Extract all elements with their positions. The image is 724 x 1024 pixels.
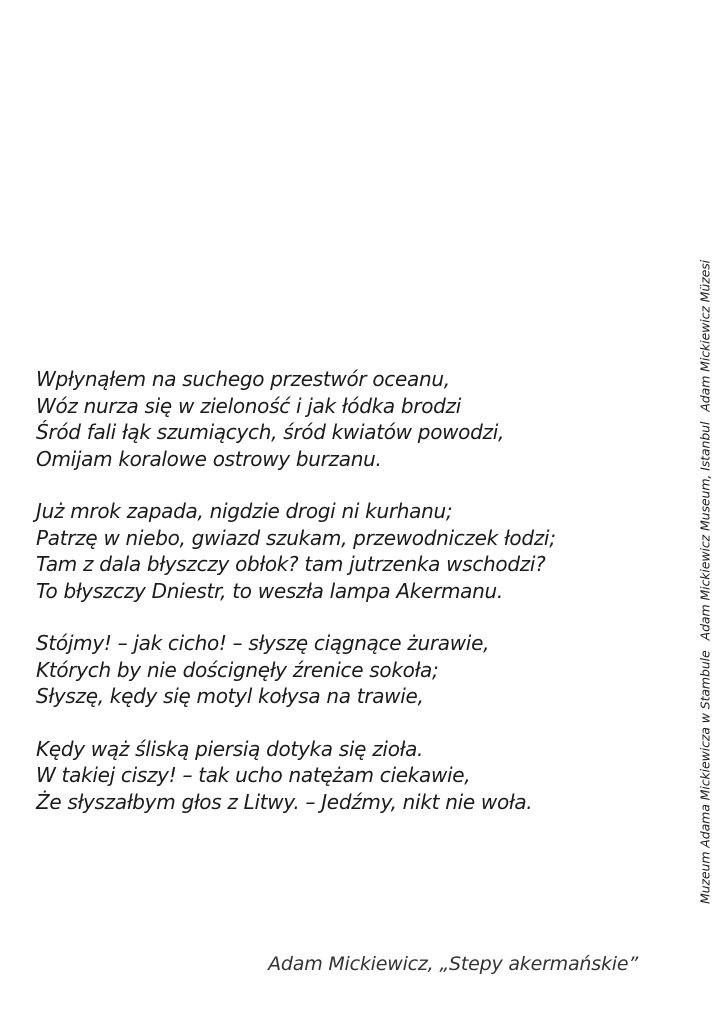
poem-line: Tam z dala błyszczy obłok? tam jutrzenka wschodzi? (36, 552, 546, 576)
poem-attribution: Adam Mickiewicz, „Stepy akermańskie” (268, 953, 638, 975)
poem-line: Słyszę, kędy się motyl kołysa na trawie, (36, 684, 424, 708)
poem-line: Stójmy! – jak cicho! – słyszę ciągnące żurawie, (36, 631, 490, 655)
stanza-2 (36, 498, 656, 604)
museum-caption (698, 260, 713, 904)
poem-line: Już mrok zapada, nigdzie drogi ni kurhanu; (36, 499, 453, 523)
stanza-3 (36, 630, 656, 710)
poem-line: Omijam koralowe ostrowy burzanu. (36, 446, 382, 471)
poem-line: Patrzę w niebo, gwiazd szukam, przewodniczek łodzi; (36, 525, 556, 550)
poem (36, 366, 656, 841)
poem-line: Których by nie doścignęły źrenice sokoła; (36, 657, 439, 682)
poem-line: Że słyszałbym głos z Litwy. – Jedźmy, nikt nie woła. (36, 789, 533, 814)
stanza-1 (36, 366, 656, 472)
poem-line: Wpłynąłem na suchego przestwór oceanu, (36, 367, 450, 391)
museum-name-polish: Muzeum Adama Mickiewicza w Stambule (697, 650, 713, 905)
stanza-4 (36, 736, 656, 816)
museum-name-turkish: Adam Mickiewicz Müzesi (697, 259, 713, 412)
poem-line: To błyszczy Dniestr, to weszła lampa Akermanu. (36, 578, 503, 603)
museum-name-english: Adam Mickiewicz Museum, Istanbul (697, 421, 713, 641)
poem-line: Śród fali łąk szumiących, śród kwiatów powodzi, (36, 420, 505, 444)
poem-line: Wóz nurza się w zieloność i jak łódka brodzi (36, 393, 461, 418)
poem-line: Kędy wąż śliską piersią dotyka się zioła. (36, 736, 424, 761)
poem-line: W takiej ciszy! – tak ucho natężam ciekawie, (36, 763, 471, 787)
